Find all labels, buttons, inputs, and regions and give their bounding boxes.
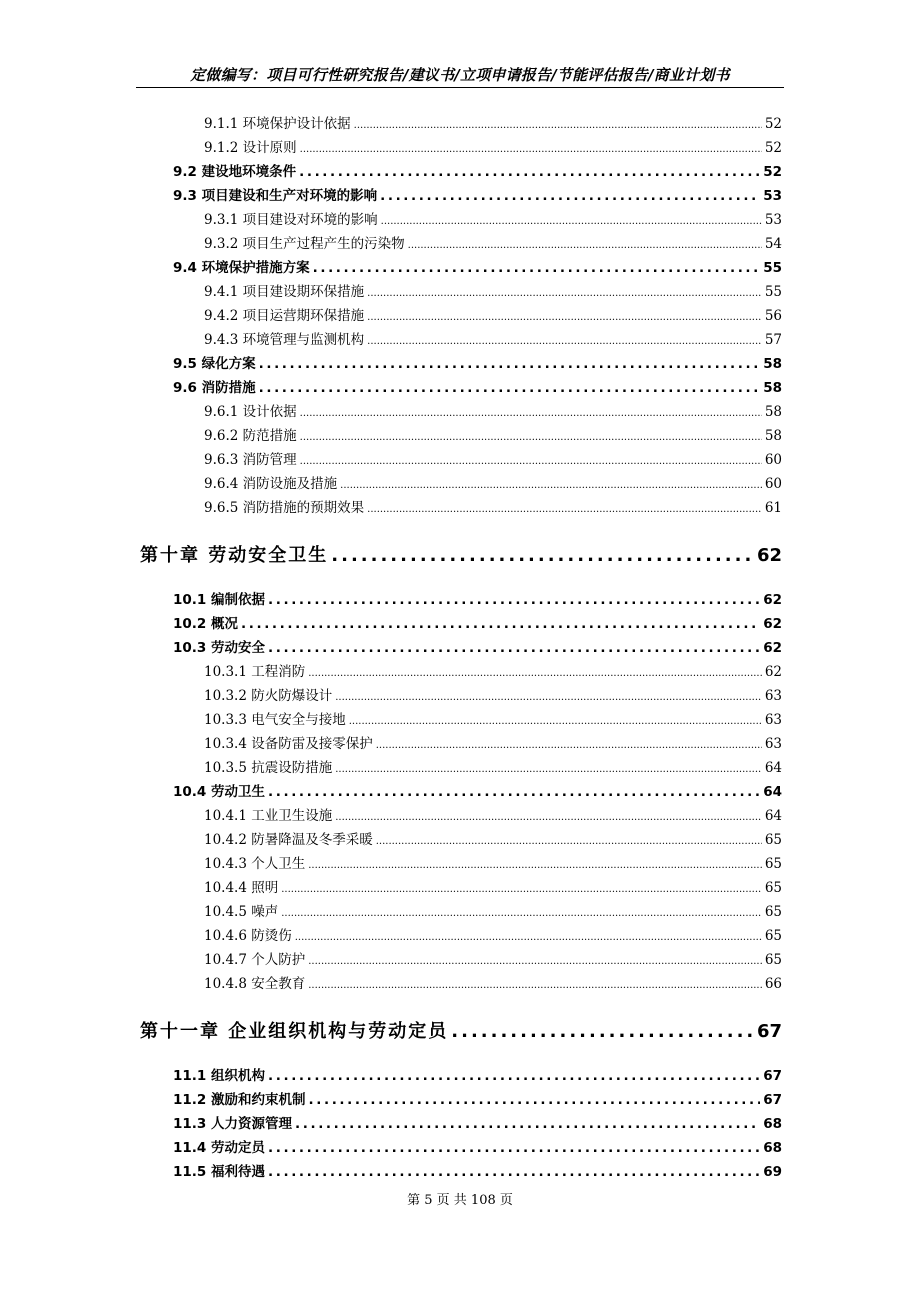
toc-leader-dots bbox=[308, 952, 762, 972]
toc-subsection[interactable] bbox=[204, 926, 782, 948]
toc-leader-dots bbox=[380, 186, 760, 206]
toc-page-number: 54 bbox=[764, 236, 782, 252]
toc-page-number: 60 bbox=[764, 476, 782, 492]
toc-leader-dots bbox=[281, 880, 762, 900]
toc-subsection[interactable] bbox=[204, 474, 782, 496]
toc-subsection[interactable] bbox=[204, 450, 782, 472]
toc-entry-title: 9.1.1 环境保护设计依据 bbox=[204, 116, 351, 132]
toc-page-number: 52 bbox=[764, 140, 782, 156]
toc-entry-title: 10.3.1 工程消防 bbox=[204, 664, 306, 680]
toc-entry-title: 9.4.1 项目建设期环保措施 bbox=[204, 284, 365, 300]
toc-subsection[interactable] bbox=[204, 426, 782, 448]
toc-page-number: 55 bbox=[763, 260, 782, 276]
toc-subsection[interactable] bbox=[204, 878, 782, 900]
toc-subsection[interactable] bbox=[204, 758, 782, 780]
toc-leader-dots bbox=[300, 428, 762, 448]
toc-subsection[interactable] bbox=[204, 210, 782, 232]
toc-page-number: 63 bbox=[764, 688, 782, 704]
toc-section[interactable] bbox=[173, 258, 782, 278]
toc-entry-title: 9.1.2 设计原则 bbox=[204, 140, 297, 156]
toc-leader-dots bbox=[367, 332, 762, 352]
toc-entry-title: 10.4.2 防暑降温及冬季采暖 bbox=[204, 832, 373, 848]
toc-leader-dots bbox=[309, 1090, 761, 1110]
toc-entry-title: 9.4.3 环境管理与监测机构 bbox=[204, 332, 365, 348]
toc-subsection[interactable] bbox=[204, 234, 782, 256]
toc-leader-dots bbox=[335, 760, 762, 780]
toc-subsection[interactable] bbox=[204, 734, 782, 756]
toc-entry-title: 10.4.6 防烫伤 bbox=[204, 928, 292, 944]
toc-page-number: 58 bbox=[763, 356, 782, 372]
toc-page-number: 62 bbox=[756, 545, 782, 566]
toc-entry-title: 11.4 劳动定员 bbox=[173, 1140, 266, 1156]
toc-leader-dots bbox=[335, 808, 762, 828]
toc-entry-title: 10.2 概况 bbox=[173, 616, 239, 632]
toc-leader-dots bbox=[340, 476, 762, 496]
toc-page-number: 63 bbox=[764, 712, 782, 728]
toc-page-number: 58 bbox=[764, 404, 782, 420]
toc-page-number: 58 bbox=[763, 380, 782, 396]
toc-section[interactable] bbox=[173, 1090, 782, 1110]
toc-subsection[interactable] bbox=[204, 402, 782, 424]
toc-entry-title: 11.3 人力资源管理 bbox=[173, 1116, 293, 1132]
toc-subsection[interactable] bbox=[204, 806, 782, 828]
toc-subsection[interactable] bbox=[204, 662, 782, 684]
toc-leader-dots bbox=[308, 976, 762, 996]
toc-page-number: 64 bbox=[763, 784, 782, 800]
toc-section[interactable] bbox=[173, 614, 782, 634]
toc-subsection[interactable] bbox=[204, 902, 782, 924]
toc-entry-title: 11.2 激励和约束机制 bbox=[173, 1092, 306, 1108]
toc-section[interactable] bbox=[173, 186, 782, 206]
toc-page-number: 68 bbox=[763, 1140, 782, 1156]
toc-entry-title: 10.4.1 工业卫生设施 bbox=[204, 808, 333, 824]
toc-leader-dots bbox=[268, 1162, 760, 1182]
toc-chapter[interactable] bbox=[140, 544, 782, 568]
toc-entry-title: 9.6.2 防范措施 bbox=[204, 428, 297, 444]
toc-page-number: 67 bbox=[763, 1068, 782, 1084]
toc-entry-title: 10.4.8 安全教育 bbox=[204, 976, 306, 992]
toc-leader-dots bbox=[381, 212, 762, 232]
toc-leader-dots bbox=[268, 1138, 760, 1158]
toc-leader-dots bbox=[241, 614, 760, 634]
toc-page-number: 55 bbox=[764, 284, 782, 300]
toc-chapter[interactable] bbox=[140, 1020, 782, 1044]
toc-page-number: 65 bbox=[764, 904, 782, 920]
toc-leader-dots bbox=[367, 308, 762, 328]
toc-section[interactable] bbox=[173, 162, 782, 182]
toc-entry-title: 11.5 福利待遇 bbox=[173, 1164, 266, 1180]
toc-leader-dots bbox=[300, 140, 762, 160]
toc-leader-dots bbox=[335, 688, 762, 708]
toc-leader-dots bbox=[268, 1066, 760, 1086]
toc-subsection[interactable] bbox=[204, 830, 782, 852]
toc-subsection[interactable] bbox=[204, 950, 782, 972]
toc-page-number: 62 bbox=[763, 640, 782, 656]
toc-page-number: 65 bbox=[764, 856, 782, 872]
toc-entry-title: 10.1 编制依据 bbox=[173, 592, 266, 608]
toc-page-number: 60 bbox=[764, 452, 782, 468]
toc-subsection[interactable] bbox=[204, 330, 782, 352]
toc-page-number: 67 bbox=[756, 1021, 782, 1042]
toc-section[interactable] bbox=[173, 1162, 782, 1182]
toc-section[interactable] bbox=[173, 1138, 782, 1158]
toc-leader-dots bbox=[268, 638, 760, 658]
toc-page-number: 62 bbox=[763, 616, 782, 632]
toc-entry-title: 11.1 组织机构 bbox=[173, 1068, 266, 1084]
toc-page-number: 65 bbox=[764, 832, 782, 848]
toc-entry-title: 9.3.1 项目建设对环境的影响 bbox=[204, 212, 378, 228]
toc-page-number: 62 bbox=[763, 592, 782, 608]
toc-leader-dots bbox=[331, 544, 754, 568]
toc-subsection[interactable] bbox=[204, 114, 782, 136]
toc-leader-dots bbox=[300, 404, 762, 424]
toc-page-number: 68 bbox=[763, 1116, 782, 1132]
toc-subsection[interactable] bbox=[204, 138, 782, 160]
page-footer: 第 5 页 共 108 页 bbox=[407, 1193, 513, 1208]
toc-entry-title: 9.2 建设地环境条件 bbox=[173, 164, 297, 180]
toc-subsection[interactable] bbox=[204, 282, 782, 304]
toc-page-number: 52 bbox=[764, 116, 782, 132]
toc-page-number: 65 bbox=[764, 952, 782, 968]
toc-entry-title: 9.4 环境保护措施方案 bbox=[173, 260, 310, 276]
toc-page-number: 61 bbox=[764, 500, 782, 516]
toc-entry-title: 9.5 绿化方案 bbox=[173, 356, 256, 372]
document-header: 定做编写：项目可行性研究报告/建议书/立项申请报告/节能评估报告/商业计划书 bbox=[190, 66, 730, 84]
toc-leader-dots bbox=[281, 904, 762, 924]
toc-page-number: 66 bbox=[764, 976, 782, 992]
toc-entry-title: 第十章 劳动安全卫生 bbox=[140, 545, 329, 566]
toc-leader-dots bbox=[299, 162, 760, 182]
toc-page-number: 53 bbox=[764, 212, 782, 228]
toc-subsection[interactable] bbox=[204, 974, 782, 996]
toc-leader-dots bbox=[295, 1114, 760, 1134]
toc-leader-dots bbox=[349, 712, 762, 732]
toc-entry-title: 10.3.2 防火防爆设计 bbox=[204, 688, 333, 704]
toc-page-number: 63 bbox=[764, 736, 782, 752]
toc-entry-title: 9.4.2 项目运营期环保措施 bbox=[204, 308, 365, 324]
toc-leader-dots bbox=[268, 782, 760, 802]
toc-entry-title: 9.6.4 消防设施及措施 bbox=[204, 476, 338, 492]
toc-page-number: 58 bbox=[764, 428, 782, 444]
toc-section[interactable] bbox=[173, 590, 782, 610]
toc-entry-title: 9.6 消防措施 bbox=[173, 380, 256, 396]
toc-entry-title: 10.4 劳动卫生 bbox=[173, 784, 266, 800]
toc-leader-dots bbox=[376, 832, 762, 852]
toc-section[interactable] bbox=[173, 638, 782, 658]
toc-leader-dots bbox=[259, 378, 761, 398]
toc-entry-title: 10.3.5 抗震设防措施 bbox=[204, 760, 333, 776]
toc-entry-title: 10.4.4 照明 bbox=[204, 880, 279, 896]
toc-entry-title: 10.3.3 电气安全与接地 bbox=[204, 712, 346, 728]
toc-leader-dots bbox=[313, 258, 761, 278]
toc-entry-title: 10.4.3 个人卫生 bbox=[204, 856, 306, 872]
toc-section[interactable] bbox=[173, 782, 782, 802]
toc-leader-dots bbox=[376, 736, 762, 756]
toc-page-number: 56 bbox=[764, 308, 782, 324]
toc-entry-title: 9.3.2 项目生产过程产生的污染物 bbox=[204, 236, 405, 252]
toc-page-number: 64 bbox=[764, 760, 782, 776]
toc-entry-title: 10.4.7 个人防护 bbox=[204, 952, 306, 968]
toc-page-number: 64 bbox=[764, 808, 782, 824]
toc-leader-dots bbox=[451, 1020, 754, 1044]
toc-page-number: 53 bbox=[763, 188, 782, 204]
toc-entry-title: 9.6.3 消防管理 bbox=[204, 452, 297, 468]
toc-subsection[interactable] bbox=[204, 854, 782, 876]
toc-page-number: 67 bbox=[763, 1092, 782, 1108]
toc-entry-title: 10.3.4 设备防雷及接零保护 bbox=[204, 736, 373, 752]
toc-leader-dots bbox=[408, 236, 762, 256]
toc-section[interactable] bbox=[173, 1114, 782, 1134]
toc-page-number: 52 bbox=[763, 164, 782, 180]
toc-leader-dots bbox=[268, 590, 760, 610]
toc-leader-dots bbox=[259, 354, 761, 374]
toc-page-number: 65 bbox=[764, 880, 782, 896]
toc-page-number: 69 bbox=[763, 1164, 782, 1180]
toc-section[interactable] bbox=[173, 1066, 782, 1086]
toc-entry-title: 9.3 项目建设和生产对环境的影响 bbox=[173, 188, 378, 204]
toc-entry-title: 10.3 劳动安全 bbox=[173, 640, 266, 656]
toc-subsection[interactable] bbox=[204, 498, 782, 520]
toc-leader-dots bbox=[308, 856, 762, 876]
toc-entry-title: 第十一章 企业组织机构与劳动定员 bbox=[140, 1021, 449, 1042]
toc-page-number: 65 bbox=[764, 928, 782, 944]
toc-page-number: 62 bbox=[764, 664, 782, 680]
toc-leader-dots bbox=[295, 928, 762, 948]
toc-subsection[interactable] bbox=[204, 710, 782, 732]
toc-leader-dots bbox=[308, 664, 762, 684]
toc-leader-dots bbox=[300, 452, 762, 472]
toc-leader-dots bbox=[367, 500, 762, 520]
toc-section[interactable] bbox=[173, 378, 782, 398]
toc-leader-dots bbox=[367, 284, 762, 304]
toc-leader-dots bbox=[354, 116, 762, 136]
toc-subsection[interactable] bbox=[204, 306, 782, 328]
toc-page-number: 57 bbox=[764, 332, 782, 348]
toc-section[interactable] bbox=[173, 354, 782, 374]
toc-entry-title: 9.6.1 设计依据 bbox=[204, 404, 297, 420]
toc-subsection[interactable] bbox=[204, 686, 782, 708]
toc-entry-title: 10.4.5 噪声 bbox=[204, 904, 279, 920]
toc-entry-title: 9.6.5 消防措施的预期效果 bbox=[204, 500, 365, 516]
